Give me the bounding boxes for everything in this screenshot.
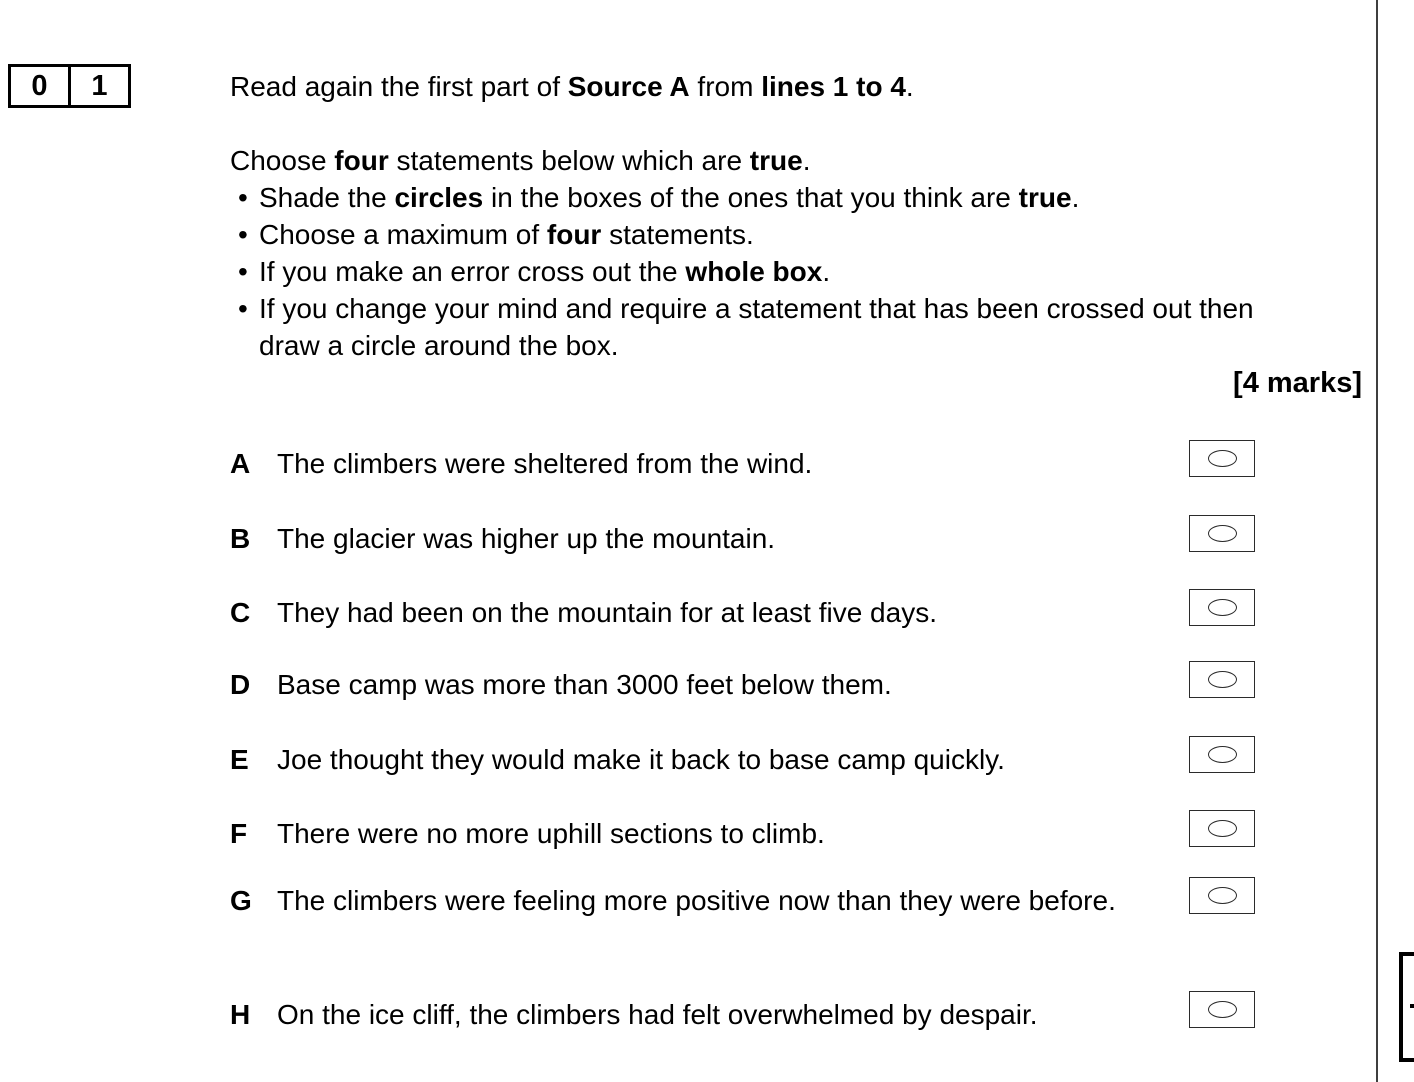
bullet-dot: •: [238, 256, 248, 287]
bullet-text: If you make an error cross out the whole box.: [259, 256, 831, 287]
statement-row-d: [230, 661, 1362, 700]
question-instructions: [230, 142, 1362, 402]
question-number-digit-major: 0: [31, 70, 48, 102]
answer-checkbox-h[interactable]: [1189, 991, 1255, 1028]
question-number-box: [8, 64, 131, 108]
statement-letter: B: [230, 523, 251, 554]
statement-text: The climbers were sheltered from the wind.: [277, 448, 813, 479]
bullet-text: Shade the circles in the boxes of the ones that you think are true.: [259, 182, 1080, 213]
statement-letter: H: [230, 999, 251, 1030]
bullet-item: [230, 179, 1362, 216]
bullet-text: If you change your mind and require a statement that has been crossed out then draw a circle around the box.: [259, 293, 1254, 361]
bullet-item: [230, 253, 1362, 290]
statement-text: Joe thought they would make it back to base camp quickly.: [277, 744, 1005, 775]
bullet-dot: •: [238, 182, 248, 213]
statement-row-f: [230, 810, 1362, 849]
shade-circle-icon: [1208, 746, 1237, 763]
question-number-digit-minor: 1: [68, 67, 128, 105]
bullet-text: Choose a maximum of four statements.: [259, 219, 754, 250]
answer-checkbox-g[interactable]: [1189, 877, 1255, 914]
answer-checkbox-e[interactable]: [1189, 736, 1255, 773]
right-margin-rule: [1376, 0, 1378, 1082]
statement-text: There were no more uphill sections to climb.: [277, 818, 825, 849]
statement-letter: C: [230, 597, 251, 628]
shade-circle-icon: [1208, 525, 1237, 542]
statement-row-a: [230, 440, 1362, 479]
statement-text: The glacier was higher up the mountain.: [277, 523, 776, 554]
statement-letter: A: [230, 448, 251, 479]
statement-row-c: [230, 589, 1362, 628]
statement-text: On the ice cliff, the climbers had felt overwhelmed by despair.: [277, 999, 1038, 1030]
shade-circle-icon: [1208, 887, 1237, 904]
statement-letter: E: [230, 744, 249, 775]
statement-text: The climbers were feeling more positive now than they were before.: [277, 885, 1116, 916]
question-intro: Choose four statements below which are true.: [230, 145, 811, 176]
answer-checkbox-d[interactable]: [1189, 661, 1255, 698]
statement-letter: D: [230, 669, 251, 700]
answer-checkbox-a[interactable]: [1189, 440, 1255, 477]
bullet-item: [230, 290, 1362, 364]
bullet-dot: •: [238, 293, 248, 324]
statement-letter: F: [230, 818, 248, 849]
shade-circle-icon: [1208, 450, 1237, 467]
marks-label: [4 marks]: [1233, 367, 1362, 399]
question-prompt: Read again the first part of Source A from lines 1 to 4.: [230, 71, 914, 102]
statement-text: Base camp was more than 3000 feet below them.: [277, 669, 892, 700]
statement-text: They had been on the mountain for at least five days.: [277, 597, 937, 628]
statement-row-h: [230, 991, 1362, 1030]
margin-mark-box: [1399, 952, 1414, 1062]
statement-letter: G: [230, 885, 252, 916]
bullet-dot: •: [238, 219, 248, 250]
statement-row-g: [230, 877, 1362, 916]
shade-circle-icon: [1208, 820, 1237, 837]
shade-circle-icon: [1208, 671, 1237, 688]
answer-checkbox-f[interactable]: [1189, 810, 1255, 847]
shade-circle-icon: [1208, 1001, 1237, 1018]
answer-checkbox-c[interactable]: [1189, 589, 1255, 626]
margin-mark-fragment: [1410, 1004, 1414, 1008]
statement-row-e: [230, 736, 1362, 775]
shade-circle-icon: [1208, 599, 1237, 616]
statement-row-b: [230, 515, 1362, 554]
bullet-item: [230, 216, 1362, 253]
answer-checkbox-b[interactable]: [1189, 515, 1255, 552]
